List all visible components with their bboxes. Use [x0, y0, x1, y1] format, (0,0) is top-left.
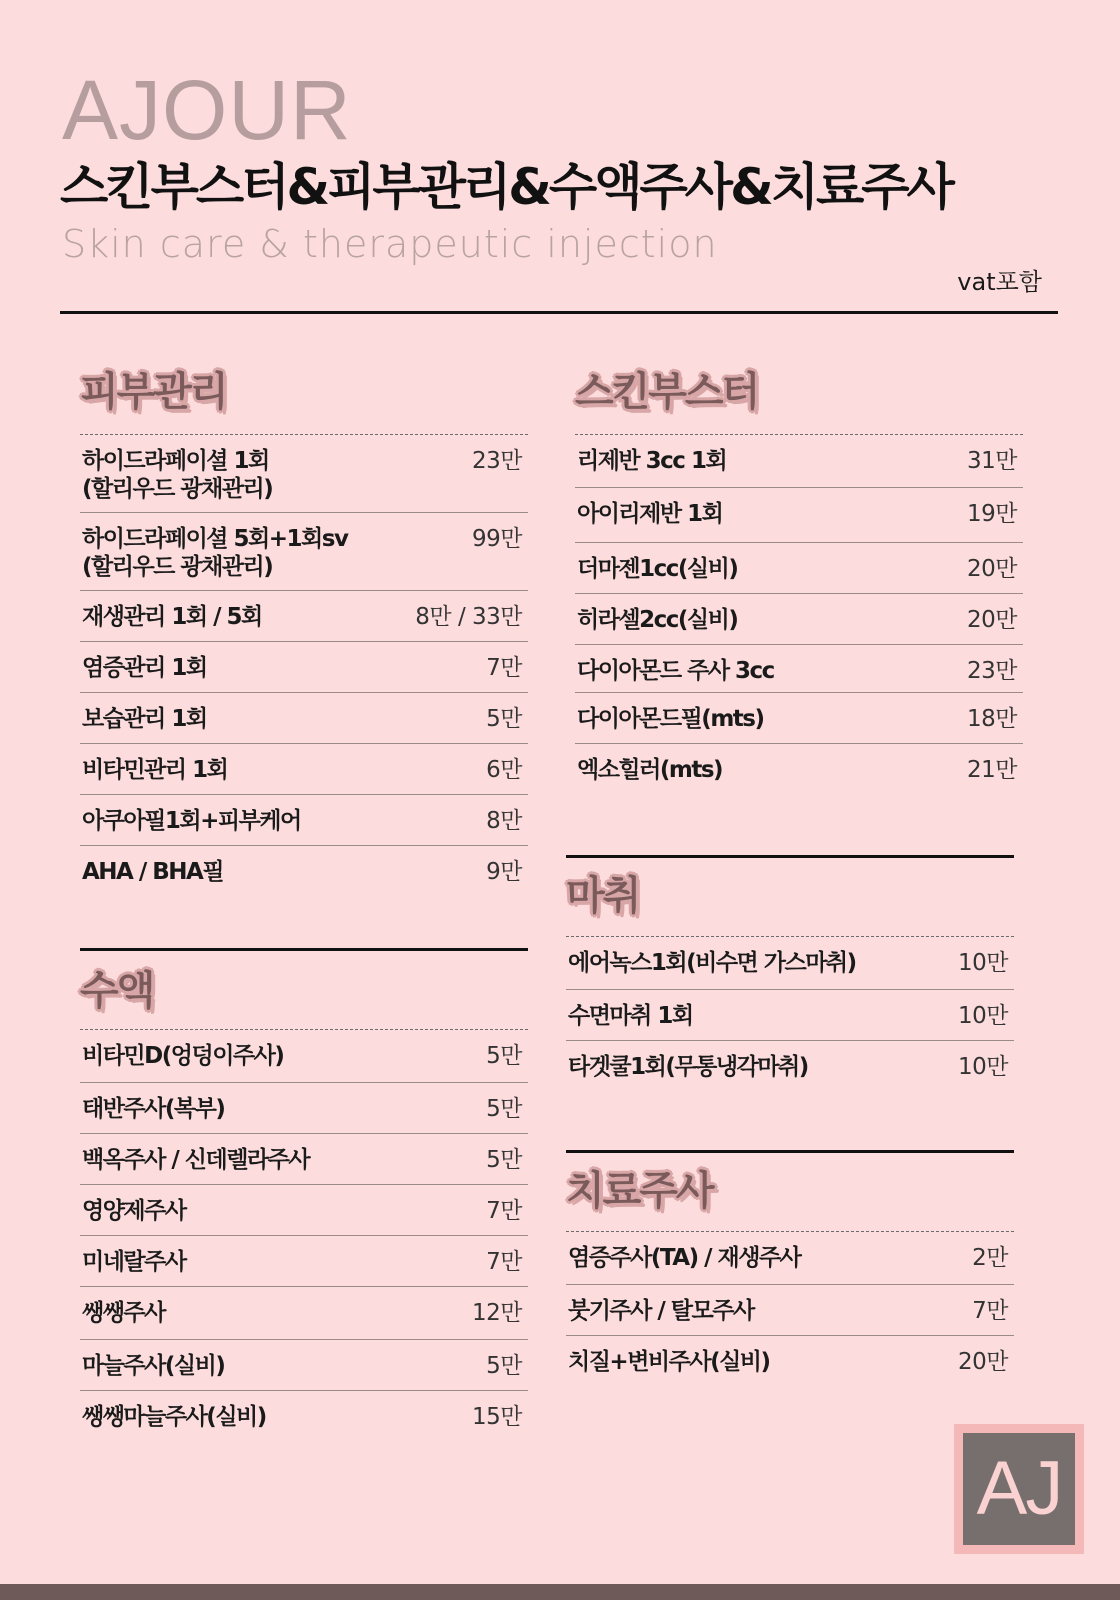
section-anesthesia: [566, 855, 1014, 1092]
menu-item-price: 19만: [967, 501, 1017, 527]
menu-row: [575, 488, 1023, 543]
menu-item-name: AHA / BHA필: [82, 859, 224, 885]
menu-item-price: 8만: [486, 808, 522, 834]
section-iv: [80, 948, 528, 1442]
section-divider: [80, 948, 528, 951]
menu-item-price: 21만: [967, 757, 1017, 783]
menu-item-name: 에어녹스1회(비수면 가스마취): [568, 950, 856, 976]
menu-row: [566, 990, 1014, 1041]
menu-row: [80, 1083, 528, 1134]
page-title: 스킨부스터&피부관리&수액주사&치료주사: [60, 158, 952, 216]
menu-item-name: 하이드라페이셜 1회 (할리우드 광채관리): [82, 448, 273, 502]
menu-row: [80, 642, 528, 693]
section-title: 스킨부스터: [575, 369, 759, 415]
section-title: 수액: [80, 968, 154, 1014]
menu-item-name: 쌩쌩주사: [82, 1300, 165, 1326]
menu-item-name: 비타민관리 1회: [82, 757, 228, 783]
section-divider: [566, 855, 1014, 858]
brand-logo: [954, 1424, 1084, 1554]
menu-row: [80, 1236, 528, 1287]
menu-item-name: 마늘주사(실비): [82, 1353, 225, 1379]
menu-row: [575, 693, 1023, 744]
section-skin-care: [80, 369, 528, 897]
menu-row: [566, 1041, 1014, 1092]
menu-row: [575, 744, 1023, 795]
menu-item-name: 엑소힐러(mts): [577, 757, 723, 783]
menu-row: [80, 591, 528, 642]
menu-row: [575, 543, 1023, 594]
menu-item-name: 쌩쌩마늘주사(실비): [82, 1404, 266, 1430]
menu-item-name: 다이아몬드 주사 3cc: [577, 658, 774, 684]
menu-item-name: 수면마취 1회: [568, 1003, 693, 1029]
section-title: 피부관리: [80, 369, 227, 415]
menu-item-price: 8만 / 33만: [415, 604, 522, 630]
menu-row: [80, 1134, 528, 1185]
menu-item-price: 6만: [486, 757, 522, 783]
menu-item-name: 다이아몬드필(mts): [577, 706, 764, 732]
menu-item-price: 5만: [486, 1043, 522, 1069]
menu-row: [80, 513, 528, 591]
menu-row: [575, 645, 1023, 693]
menu-row: [80, 1340, 528, 1391]
menu-item-name: 비타민D(엉덩이주사): [82, 1043, 284, 1069]
bottom-bar: [0, 1584, 1120, 1600]
menu-item-price: 20만: [967, 607, 1017, 633]
section-divider: [566, 1150, 1014, 1153]
menu-item-price: 7만: [486, 655, 522, 681]
menu-item-price: 7만: [972, 1298, 1008, 1324]
menu-item-price: 2만: [972, 1245, 1008, 1271]
section-treatment: [566, 1150, 1014, 1387]
menu-item-price: 10만: [958, 1003, 1008, 1029]
menu-row: [80, 693, 528, 744]
menu-item-name: 재생관리 1회 / 5회: [82, 604, 262, 630]
menu-item-price: 15만: [472, 1404, 522, 1430]
menu-item-price: 7만: [486, 1198, 522, 1224]
menu-row: [80, 846, 528, 897]
menu-row: [575, 435, 1023, 488]
menu-item-price: 18만: [967, 706, 1017, 732]
menu-row: [80, 795, 528, 846]
menu-item-name: 더마젠1cc(실비): [577, 556, 738, 582]
menu-item-price: 20만: [967, 556, 1017, 582]
menu-item-price: 12만: [472, 1300, 522, 1326]
menu-item-name: 붓기주사 / 탈모주사: [568, 1298, 754, 1324]
menu-item-name: 염증주사(TA) / 재생주사: [568, 1245, 801, 1271]
menu-item-price: 99만: [472, 526, 522, 552]
menu-item-price: 10만: [958, 950, 1008, 976]
menu-item-price: 31만: [967, 448, 1017, 474]
page-subtitle: Skin care & therapeutic injection: [62, 222, 718, 266]
menu-row: [80, 435, 528, 513]
menu-item-price: 5만: [486, 706, 522, 732]
menu-item-name: 타겟쿨1회(무통냉각마취): [568, 1054, 808, 1080]
logo-text: AJ: [963, 1433, 1075, 1545]
brand-wordmark: AJOUR: [62, 63, 352, 157]
menu-row: [566, 1336, 1014, 1387]
menu-row: [80, 1030, 528, 1083]
menu-item-price: 7만: [486, 1249, 522, 1275]
menu-item-name: 하이드라페이셜 5회+1회sv (할리우드 광채관리): [82, 526, 348, 580]
menu-item-name: 백옥주사 / 신데렐라주사: [82, 1147, 310, 1173]
menu-item-name: 미네랄주사: [82, 1249, 186, 1275]
menu-item-name: 치질+변비주사(실비): [568, 1349, 770, 1375]
menu-item-price: 23만: [967, 658, 1017, 684]
menu-row: [566, 1232, 1014, 1285]
section-skin-booster: [575, 369, 1023, 795]
menu-item-price: 10만: [958, 1054, 1008, 1080]
menu-item-name: 보습관리 1회: [82, 706, 207, 732]
menu-item-price: 5만: [486, 1147, 522, 1173]
vat-note: vat포함: [957, 268, 1042, 296]
menu-item-name: 태반주사(복부): [82, 1096, 225, 1122]
menu-item-name: 리제반 3cc 1회: [577, 448, 727, 474]
menu-row: [80, 1185, 528, 1236]
menu-item-price: 23만: [472, 448, 522, 474]
header-divider: [60, 311, 1058, 314]
menu-row: [566, 1285, 1014, 1336]
menu-item-price: 9만: [486, 859, 522, 885]
menu-item-price: 20만: [958, 1349, 1008, 1375]
section-title: 치료주사: [566, 1168, 713, 1214]
menu-row: [80, 1287, 528, 1340]
menu-item-name: 히라셀2cc(실비): [577, 607, 738, 633]
menu-row: [575, 594, 1023, 645]
menu-row: [566, 937, 1014, 990]
menu-item-name: 염증관리 1회: [82, 655, 207, 681]
menu-item-name: 아쿠아필1회+피부케어: [82, 808, 301, 834]
menu-item-name: 아이리제반 1회: [577, 501, 723, 527]
menu-item-name: 영양제주사: [82, 1198, 186, 1224]
section-title: 마취: [566, 873, 640, 919]
menu-item-price: 5만: [486, 1353, 522, 1379]
menu-row: [80, 1391, 528, 1442]
menu-item-price: 5만: [486, 1096, 522, 1122]
menu-row: [80, 744, 528, 795]
